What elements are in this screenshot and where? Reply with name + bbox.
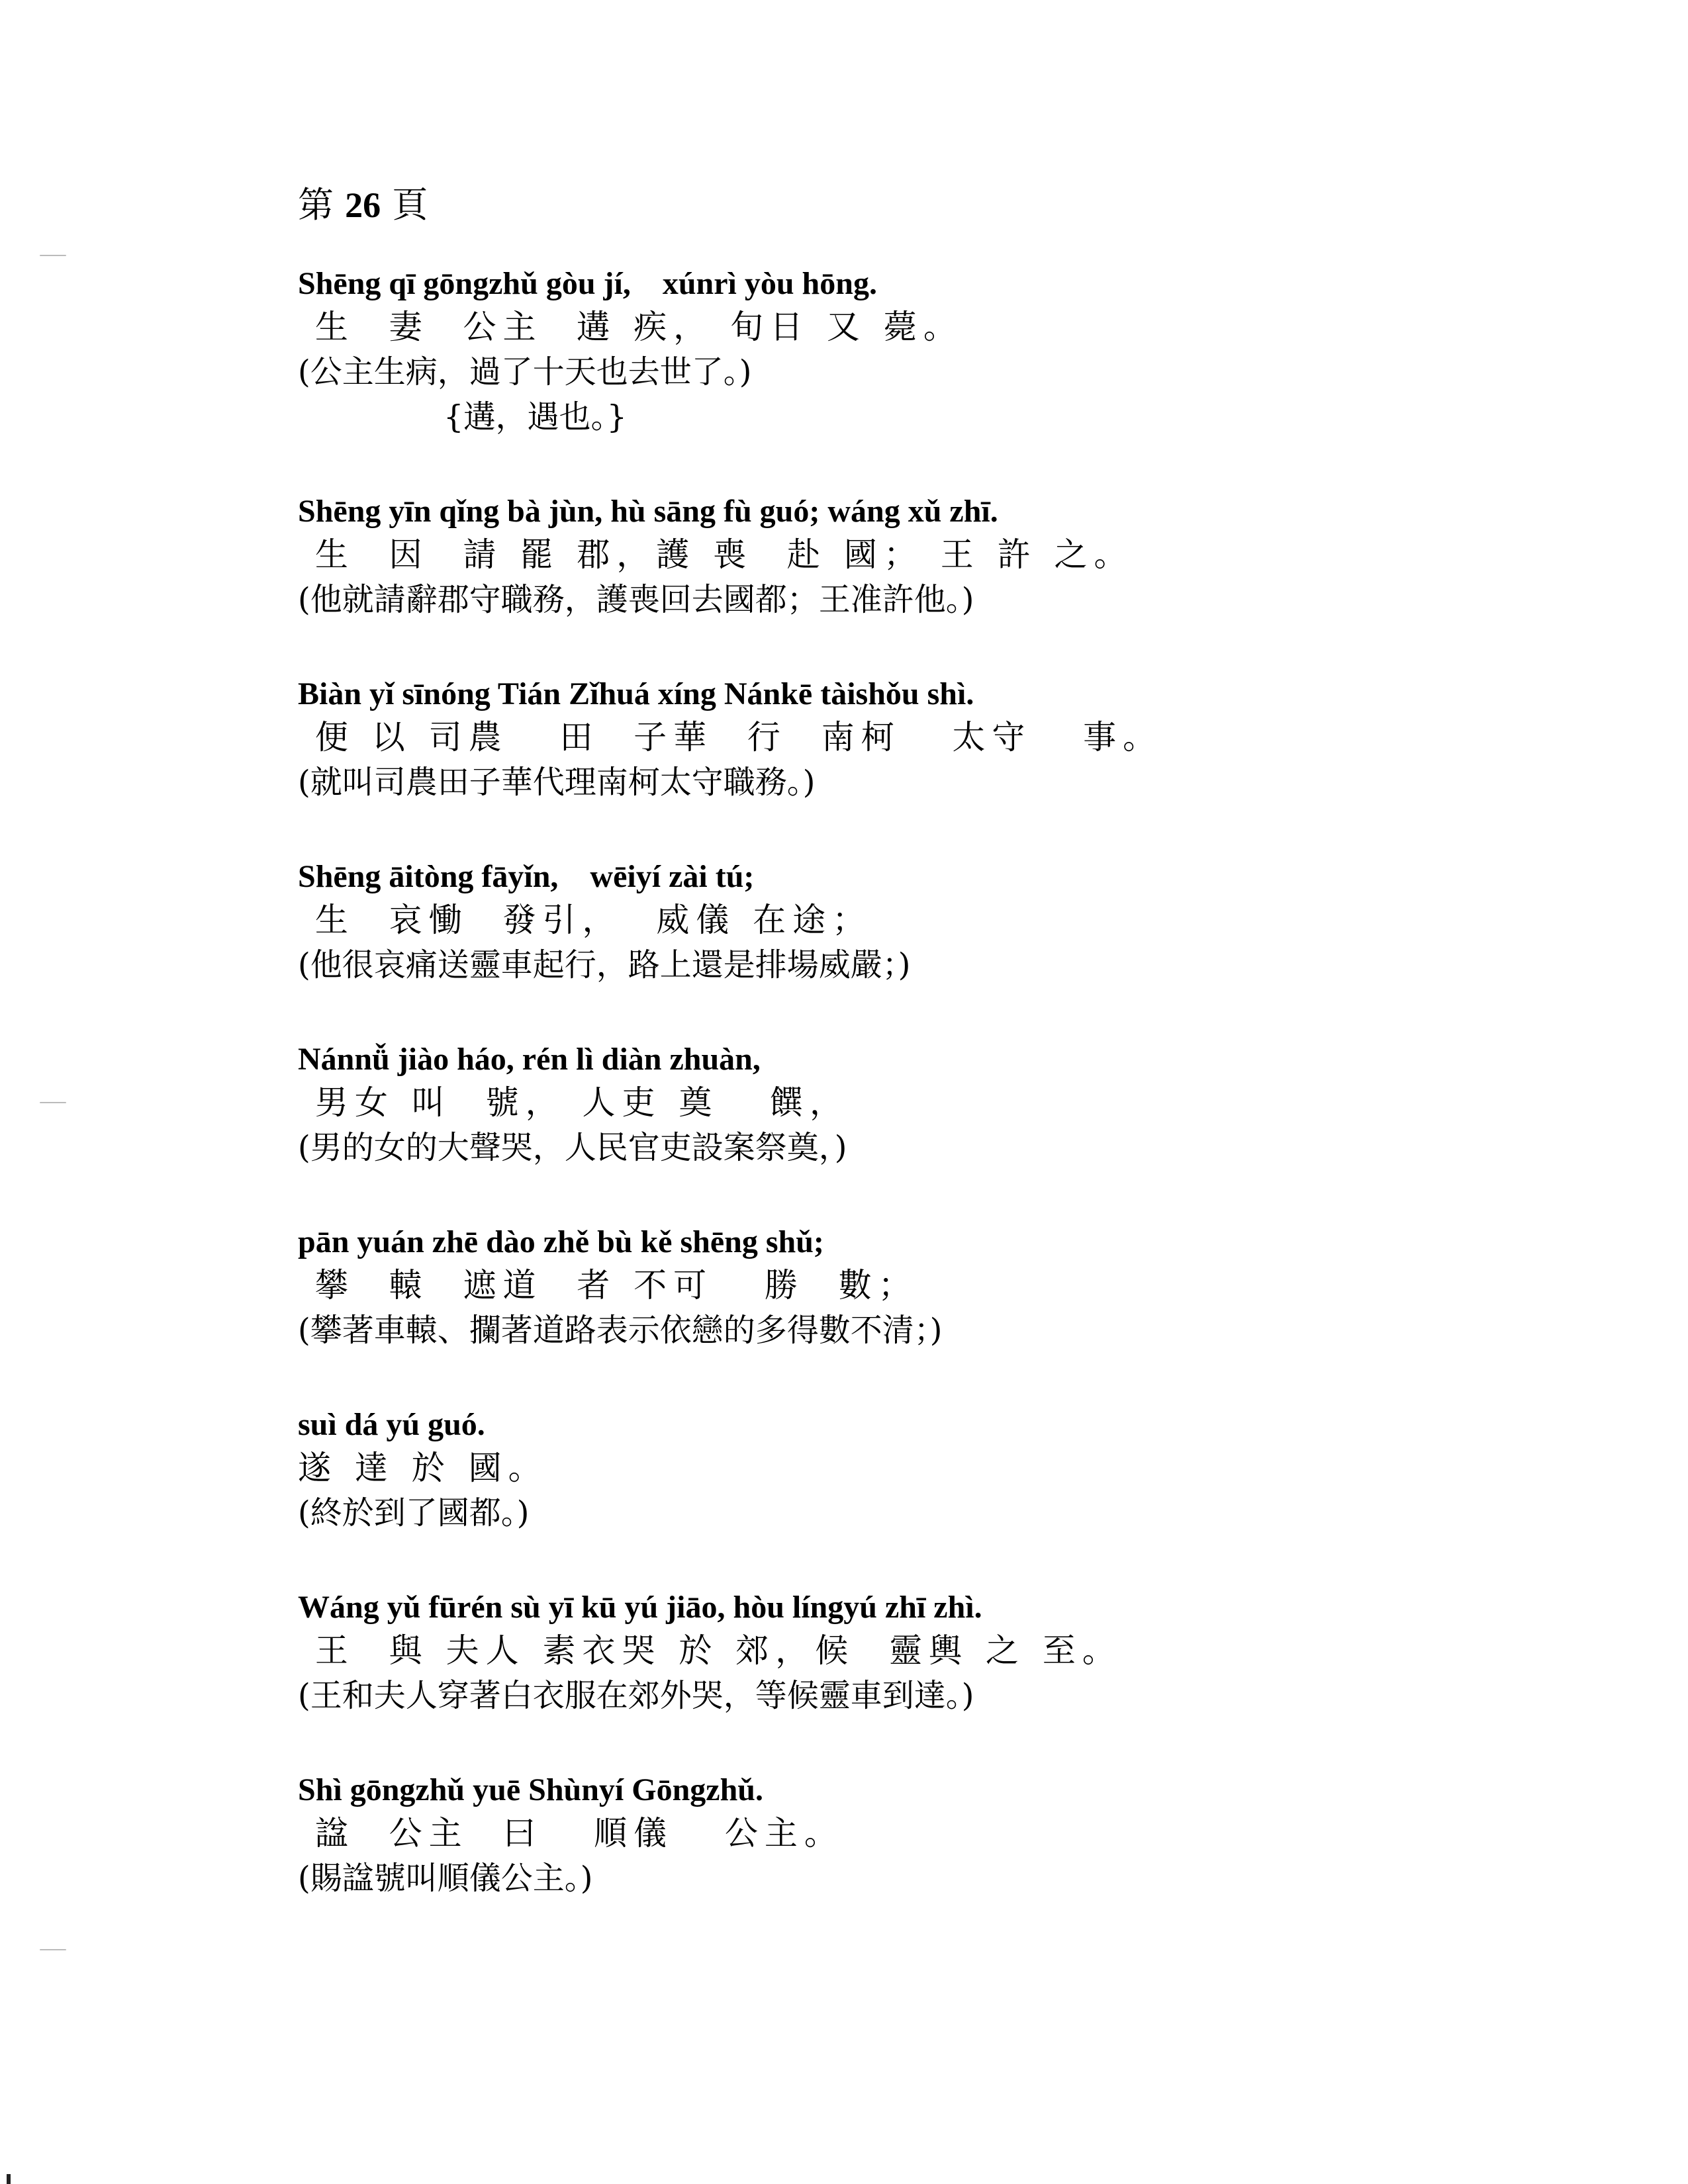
- scan-speck: [7, 2174, 11, 2184]
- gloss-line: (王和夫人穿著白衣服在郊外哭，等候靈車到達。): [298, 1677, 974, 1714]
- page-header-suffix: 頁: [392, 184, 428, 226]
- hanzi-line: 生 哀慟 發引， 威儀 在途；: [298, 901, 872, 939]
- gloss-line: (攀著車轅、攔著道路表示依戀的多得數不清；): [298, 1312, 943, 1349]
- hanzi-line: 生 因 請 罷 郡，護 喪 赴 國； 王 許 之。: [298, 535, 1134, 574]
- pinyin-line: Shì gōngzhǔ yuē Shùnyí Gōngzhǔ.: [298, 1772, 763, 1807]
- verse-entry: [298, 1392, 1489, 1535]
- page-header: [298, 179, 1489, 232]
- pinyin-line: Wáng yǔ fūrén sù yī kū yú jiāo, hòu língyú zhī zhì.: [298, 1590, 982, 1625]
- verse-entry: [298, 479, 1489, 622]
- gloss-line: (公主生病，過了十天也去世了。): [298, 353, 752, 390]
- hanzi-line: 攀 轅 遮道 者 不可 勝 數；: [298, 1266, 918, 1304]
- verse-entry: [298, 1575, 1489, 1718]
- hanzi-line: 王 與 夫人 素衣哭 於 郊，候 靈輿 之 至。: [298, 1631, 1122, 1670]
- page-number: 26: [345, 185, 381, 225]
- page-header-prefix: 第: [298, 184, 334, 226]
- hanzi-line: 諡 公主 曰 順儀 公主。: [298, 1814, 844, 1852]
- scan-margin-mark: [40, 1102, 66, 1103]
- verse-entry: [298, 1027, 1489, 1170]
- hanzi-line: 遂 達 於 國。: [298, 1449, 548, 1487]
- pinyin-line: pān yuán zhē dào zhě bù kě shēng shǔ;: [298, 1224, 824, 1259]
- verse-entry: [298, 1210, 1489, 1353]
- pinyin-line: Shēng āitòng fāyǐn, wēiyí zài tú;: [298, 859, 755, 894]
- verse-entry: [298, 662, 1489, 805]
- scan-margin-mark: [40, 255, 66, 256]
- verse-entry: [298, 251, 1489, 439]
- pinyin-line: Shēng qī gōngzhǔ gòu jí, xúnrì yòu hōng.: [298, 266, 877, 301]
- pinyin-line: Shēng yīn qǐng bà jùn, hù sāng fù guó; wáng xǔ zhī.: [298, 494, 998, 529]
- document-page: [298, 179, 1489, 1940]
- scan-margin-mark: [40, 1949, 66, 1950]
- verse-entry: [298, 1758, 1489, 1901]
- hanzi-line: 男女 叫 號， 人吏 奠 饌，: [298, 1083, 850, 1122]
- gloss-line: (終於到了國都。): [298, 1494, 530, 1531]
- gloss-line: (他很哀痛送靈車起行，路上還是排場威嚴；): [298, 946, 911, 983]
- pinyin-line: Biàn yǐ sīnóng Tián Zǐhuá xíng Nánkē tàishǒu shì.: [298, 676, 974, 711]
- gloss-line: (他就請辭郡守職務，護喪回去國都；王准許他。): [298, 581, 974, 618]
- hanzi-line: 便 以 司農 田 子華 行 南柯 太守 事。: [298, 718, 1163, 756]
- pinyin-line: suì dá yú guó.: [298, 1407, 485, 1442]
- verse-entry: [298, 844, 1489, 987]
- annotation-note: {遘，遇也。}: [444, 398, 628, 435]
- gloss-line: (男的女的大聲哭，人民官吏設案祭奠，): [298, 1129, 847, 1166]
- hanzi-line: 生 妻 公主 遘 疾， 旬日 又 薨。: [298, 308, 963, 346]
- gloss-line: (賜諡號叫順儀公主。): [298, 1860, 593, 1897]
- pinyin-line: Nánnǚ jiào háo, rén lì diàn zhuàn,: [298, 1042, 761, 1077]
- gloss-line: (就叫司農田子華代理南柯太守職務。): [298, 764, 816, 801]
